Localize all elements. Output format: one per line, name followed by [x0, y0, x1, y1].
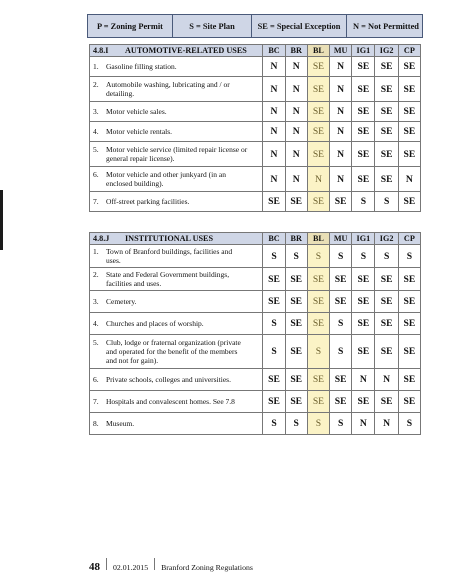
permission-cell-cp: SE [398, 122, 420, 142]
permission-cell-mu: SE [330, 192, 352, 212]
permission-cell-ig2: SE [375, 268, 398, 291]
permission-cell-mu: N [330, 122, 352, 142]
permission-cell-br: N [285, 122, 307, 142]
permission-cell-bc: N [263, 122, 285, 142]
column-header-cp: CP [398, 45, 420, 57]
table-row [90, 167, 421, 192]
permission-cell-bc: SE [263, 268, 285, 291]
permission-cell-cp: N [398, 167, 420, 192]
column-header-ig2: IG2 [375, 233, 398, 245]
item-number: 6. [93, 375, 99, 384]
use-description [90, 391, 263, 413]
permission-cell-cp: SE [398, 192, 420, 212]
permission-cell-bl: SE [307, 122, 329, 142]
table-row [90, 291, 421, 313]
item-number: 3. [93, 107, 99, 116]
permission-cell-br: SE [285, 391, 307, 413]
permission-cell-mu: N [330, 77, 352, 102]
permission-cell-ig1: SE [352, 313, 375, 335]
permission-cell-ig2: SE [375, 122, 398, 142]
permission-cell-ig1: SE [352, 391, 375, 413]
column-header-bl: BL [307, 233, 329, 245]
permission-cell-bl: SE [307, 77, 329, 102]
permission-cell-bl: SE [307, 57, 329, 77]
item-text: Museum. [106, 419, 135, 428]
column-header-bl: BL [307, 45, 329, 57]
table-row [90, 268, 421, 291]
permission-cell-br: N [285, 142, 307, 167]
item-text: Gasoline filling station. [106, 62, 177, 71]
table-row [90, 335, 421, 369]
item-number: 7. [93, 197, 99, 206]
permission-cell-cp: SE [398, 313, 420, 335]
permission-cell-cp: SE [398, 291, 420, 313]
permission-cell-cp: SE [398, 142, 420, 167]
footer-divider [106, 558, 107, 570]
permission-cell-br: SE [285, 335, 307, 369]
use-description [90, 167, 263, 192]
permission-cell-bl: S [307, 413, 329, 435]
use-description [90, 245, 263, 268]
section-title [90, 233, 263, 245]
permission-cell-br: S [285, 413, 307, 435]
item-text: Motor vehicle and other junkyard (in an enclosed building). [106, 170, 226, 188]
table-header-row [90, 45, 421, 57]
legend-zoning-permit: P = Zoning Permit [88, 15, 173, 37]
permission-cell-bl: S [307, 245, 329, 268]
item-number: 4. [93, 319, 99, 328]
item-number: 2. [93, 270, 99, 279]
column-header-br: BR [285, 45, 307, 57]
item-text: Churches and places of worship. [106, 319, 204, 328]
permission-cell-bl: SE [307, 142, 329, 167]
footer-title: Branford Zoning Regulations [161, 563, 253, 572]
permission-cell-bc: N [263, 77, 285, 102]
permission-cell-ig2: SE [375, 291, 398, 313]
permission-cell-cp: SE [398, 102, 420, 122]
use-description [90, 102, 263, 122]
section-heading: AUTOMOTIVE-RELATED USES [125, 46, 247, 55]
institutional-uses-table [89, 232, 421, 435]
permission-cell-bc: S [263, 245, 285, 268]
table-row [90, 142, 421, 167]
permission-cell-bc: N [263, 102, 285, 122]
permission-cell-cp: S [398, 413, 420, 435]
permission-cell-bc: N [263, 142, 285, 167]
permission-cell-mu: SE [330, 291, 352, 313]
permission-cell-cp: SE [398, 335, 420, 369]
item-text: Club, lodge or fraternal organization (private and operated for the benefit of the members and not for gain). [106, 338, 241, 365]
item-text: Private schools, colleges and universities. [106, 375, 231, 384]
permission-cell-bc: SE [263, 192, 285, 212]
permission-cell-ig1: N [352, 369, 375, 391]
item-number: 6. [93, 170, 99, 179]
permission-cell-mu: S [330, 245, 352, 268]
legend-site-plan: S = Site Plan [173, 15, 252, 37]
use-description [90, 192, 263, 212]
page-number: 48 [89, 561, 100, 573]
permission-cell-mu: SE [330, 268, 352, 291]
margin-bar [0, 190, 3, 250]
column-header-bc: BC [263, 45, 285, 57]
permission-cell-bc: S [263, 413, 285, 435]
footer-divider [154, 558, 155, 570]
permission-cell-bl: SE [307, 268, 329, 291]
permission-cell-mu: S [330, 413, 352, 435]
table-row [90, 57, 421, 77]
permission-cell-ig2: N [375, 369, 398, 391]
item-number: 1. [93, 247, 99, 256]
item-text: Cemetery. [106, 297, 137, 306]
item-text: Motor vehicle rentals. [106, 127, 173, 136]
use-description [90, 57, 263, 77]
permission-cell-cp: SE [398, 391, 420, 413]
table-row [90, 77, 421, 102]
permission-cell-mu: N [330, 142, 352, 167]
use-description [90, 77, 263, 102]
item-text: State and Federal Government buildings, facilities and uses. [106, 270, 230, 288]
table-row [90, 391, 421, 413]
use-description [90, 369, 263, 391]
permission-cell-br: SE [285, 313, 307, 335]
permission-cell-ig2: SE [375, 102, 398, 122]
permission-cell-mu: S [330, 313, 352, 335]
use-description [90, 335, 263, 369]
permission-cell-mu: N [330, 167, 352, 192]
section-heading: INSTITUTIONAL USES [125, 234, 214, 243]
page-footer [89, 558, 253, 573]
permission-cell-mu: SE [330, 391, 352, 413]
permission-cell-ig2: SE [375, 142, 398, 167]
permission-cell-ig1: S [352, 192, 375, 212]
item-text: Off-street parking facilities. [106, 197, 190, 206]
permission-cell-mu: N [330, 57, 352, 77]
section-title [90, 45, 263, 57]
permission-cell-br: SE [285, 291, 307, 313]
permission-cell-ig1: SE [352, 77, 375, 102]
use-description [90, 142, 263, 167]
permission-cell-bc: SE [263, 369, 285, 391]
permission-cell-ig1: SE [352, 57, 375, 77]
item-number: 8. [93, 419, 99, 428]
permission-cell-ig1: SE [352, 268, 375, 291]
column-header-ig1: IG1 [352, 233, 375, 245]
permission-cell-bc: S [263, 335, 285, 369]
table-row [90, 102, 421, 122]
permission-cell-bc: SE [263, 291, 285, 313]
permission-cell-br: SE [285, 192, 307, 212]
use-description [90, 291, 263, 313]
item-text: Motor vehicle service (limited repair license or general repair license). [106, 145, 248, 163]
item-text: Hospitals and convalescent homes. See 7.8 [106, 397, 235, 406]
permission-cell-br: N [285, 77, 307, 102]
permission-cell-bc: SE [263, 391, 285, 413]
item-number: 2. [93, 80, 99, 89]
section-number: 4.8.I [93, 46, 109, 55]
item-text: Motor vehicle sales. [106, 107, 167, 116]
table-row [90, 192, 421, 212]
column-header-cp: CP [398, 233, 420, 245]
legend-special-exception: SE = Special Exception [252, 15, 347, 37]
permission-cell-ig1: SE [352, 142, 375, 167]
permission-cell-ig2: SE [375, 391, 398, 413]
table-row [90, 369, 421, 391]
permission-cell-br: S [285, 245, 307, 268]
item-text: Town of Branford buildings, facilities and uses. [106, 247, 233, 265]
item-number: 3. [93, 297, 99, 306]
permission-cell-bc: N [263, 167, 285, 192]
permission-cell-mu: SE [330, 369, 352, 391]
table-header-row [90, 233, 421, 245]
permission-cell-bc: S [263, 313, 285, 335]
footer-date: 02.01.2015 [113, 563, 149, 572]
table-row [90, 313, 421, 335]
permission-cell-br: N [285, 102, 307, 122]
permission-cell-cp: SE [398, 77, 420, 102]
legend-not-permitted: N = Not Permitted [353, 21, 419, 31]
permission-cell-bl: N [307, 167, 329, 192]
permission-cell-bl: SE [307, 192, 329, 212]
column-header-br: BR [285, 233, 307, 245]
item-number: 5. [93, 338, 99, 347]
column-header-ig2: IG2 [375, 45, 398, 57]
permission-cell-ig2: SE [375, 335, 398, 369]
permission-cell-cp: SE [398, 268, 420, 291]
permission-cell-ig2: SE [375, 77, 398, 102]
permission-cell-cp: S [398, 245, 420, 268]
permission-cell-ig1: N [352, 413, 375, 435]
legend [87, 14, 423, 38]
permission-cell-br: N [285, 57, 307, 77]
permission-cell-br: N [285, 167, 307, 192]
permission-cell-bc: N [263, 57, 285, 77]
table-row [90, 245, 421, 268]
use-description [90, 122, 263, 142]
permission-cell-br: SE [285, 268, 307, 291]
item-text: Automobile washing, lubricating and / or detailing. [106, 80, 230, 98]
permission-cell-cp: SE [398, 57, 420, 77]
column-header-mu: MU [330, 233, 352, 245]
use-description [90, 413, 263, 435]
column-header-ig1: IG1 [352, 45, 375, 57]
permission-cell-ig2: N [375, 413, 398, 435]
permission-cell-ig2: SE [375, 167, 398, 192]
permission-cell-ig2: SE [375, 57, 398, 77]
permission-cell-ig2: S [375, 245, 398, 268]
use-description [90, 313, 263, 335]
permission-cell-bl: SE [307, 391, 329, 413]
item-number: 5. [93, 145, 99, 154]
item-number: 4. [93, 127, 99, 136]
item-number: 7. [93, 397, 99, 406]
column-header-mu: MU [330, 45, 352, 57]
permission-cell-ig1: SE [352, 122, 375, 142]
automotive-uses-table [89, 44, 421, 212]
permission-cell-ig2: S [375, 192, 398, 212]
use-description [90, 268, 263, 291]
permission-cell-bl: SE [307, 291, 329, 313]
permission-cell-ig1: SE [352, 335, 375, 369]
item-number: 1. [93, 62, 99, 71]
permission-cell-br: SE [285, 369, 307, 391]
permission-cell-cp: SE [398, 369, 420, 391]
column-header-bc: BC [263, 233, 285, 245]
permission-cell-mu: N [330, 102, 352, 122]
permission-cell-ig1: SE [352, 167, 375, 192]
permission-cell-bl: SE [307, 102, 329, 122]
table-row [90, 413, 421, 435]
permission-cell-mu: S [330, 335, 352, 369]
section-number: 4.8.J [93, 234, 110, 243]
permission-cell-ig1: SE [352, 291, 375, 313]
table-row [90, 122, 421, 142]
permission-cell-bl: S [307, 335, 329, 369]
permission-cell-ig1: SE [352, 102, 375, 122]
permission-cell-bl: SE [307, 369, 329, 391]
permission-cell-bl: SE [307, 313, 329, 335]
permission-cell-ig2: SE [375, 313, 398, 335]
permission-cell-ig1: S [352, 245, 375, 268]
